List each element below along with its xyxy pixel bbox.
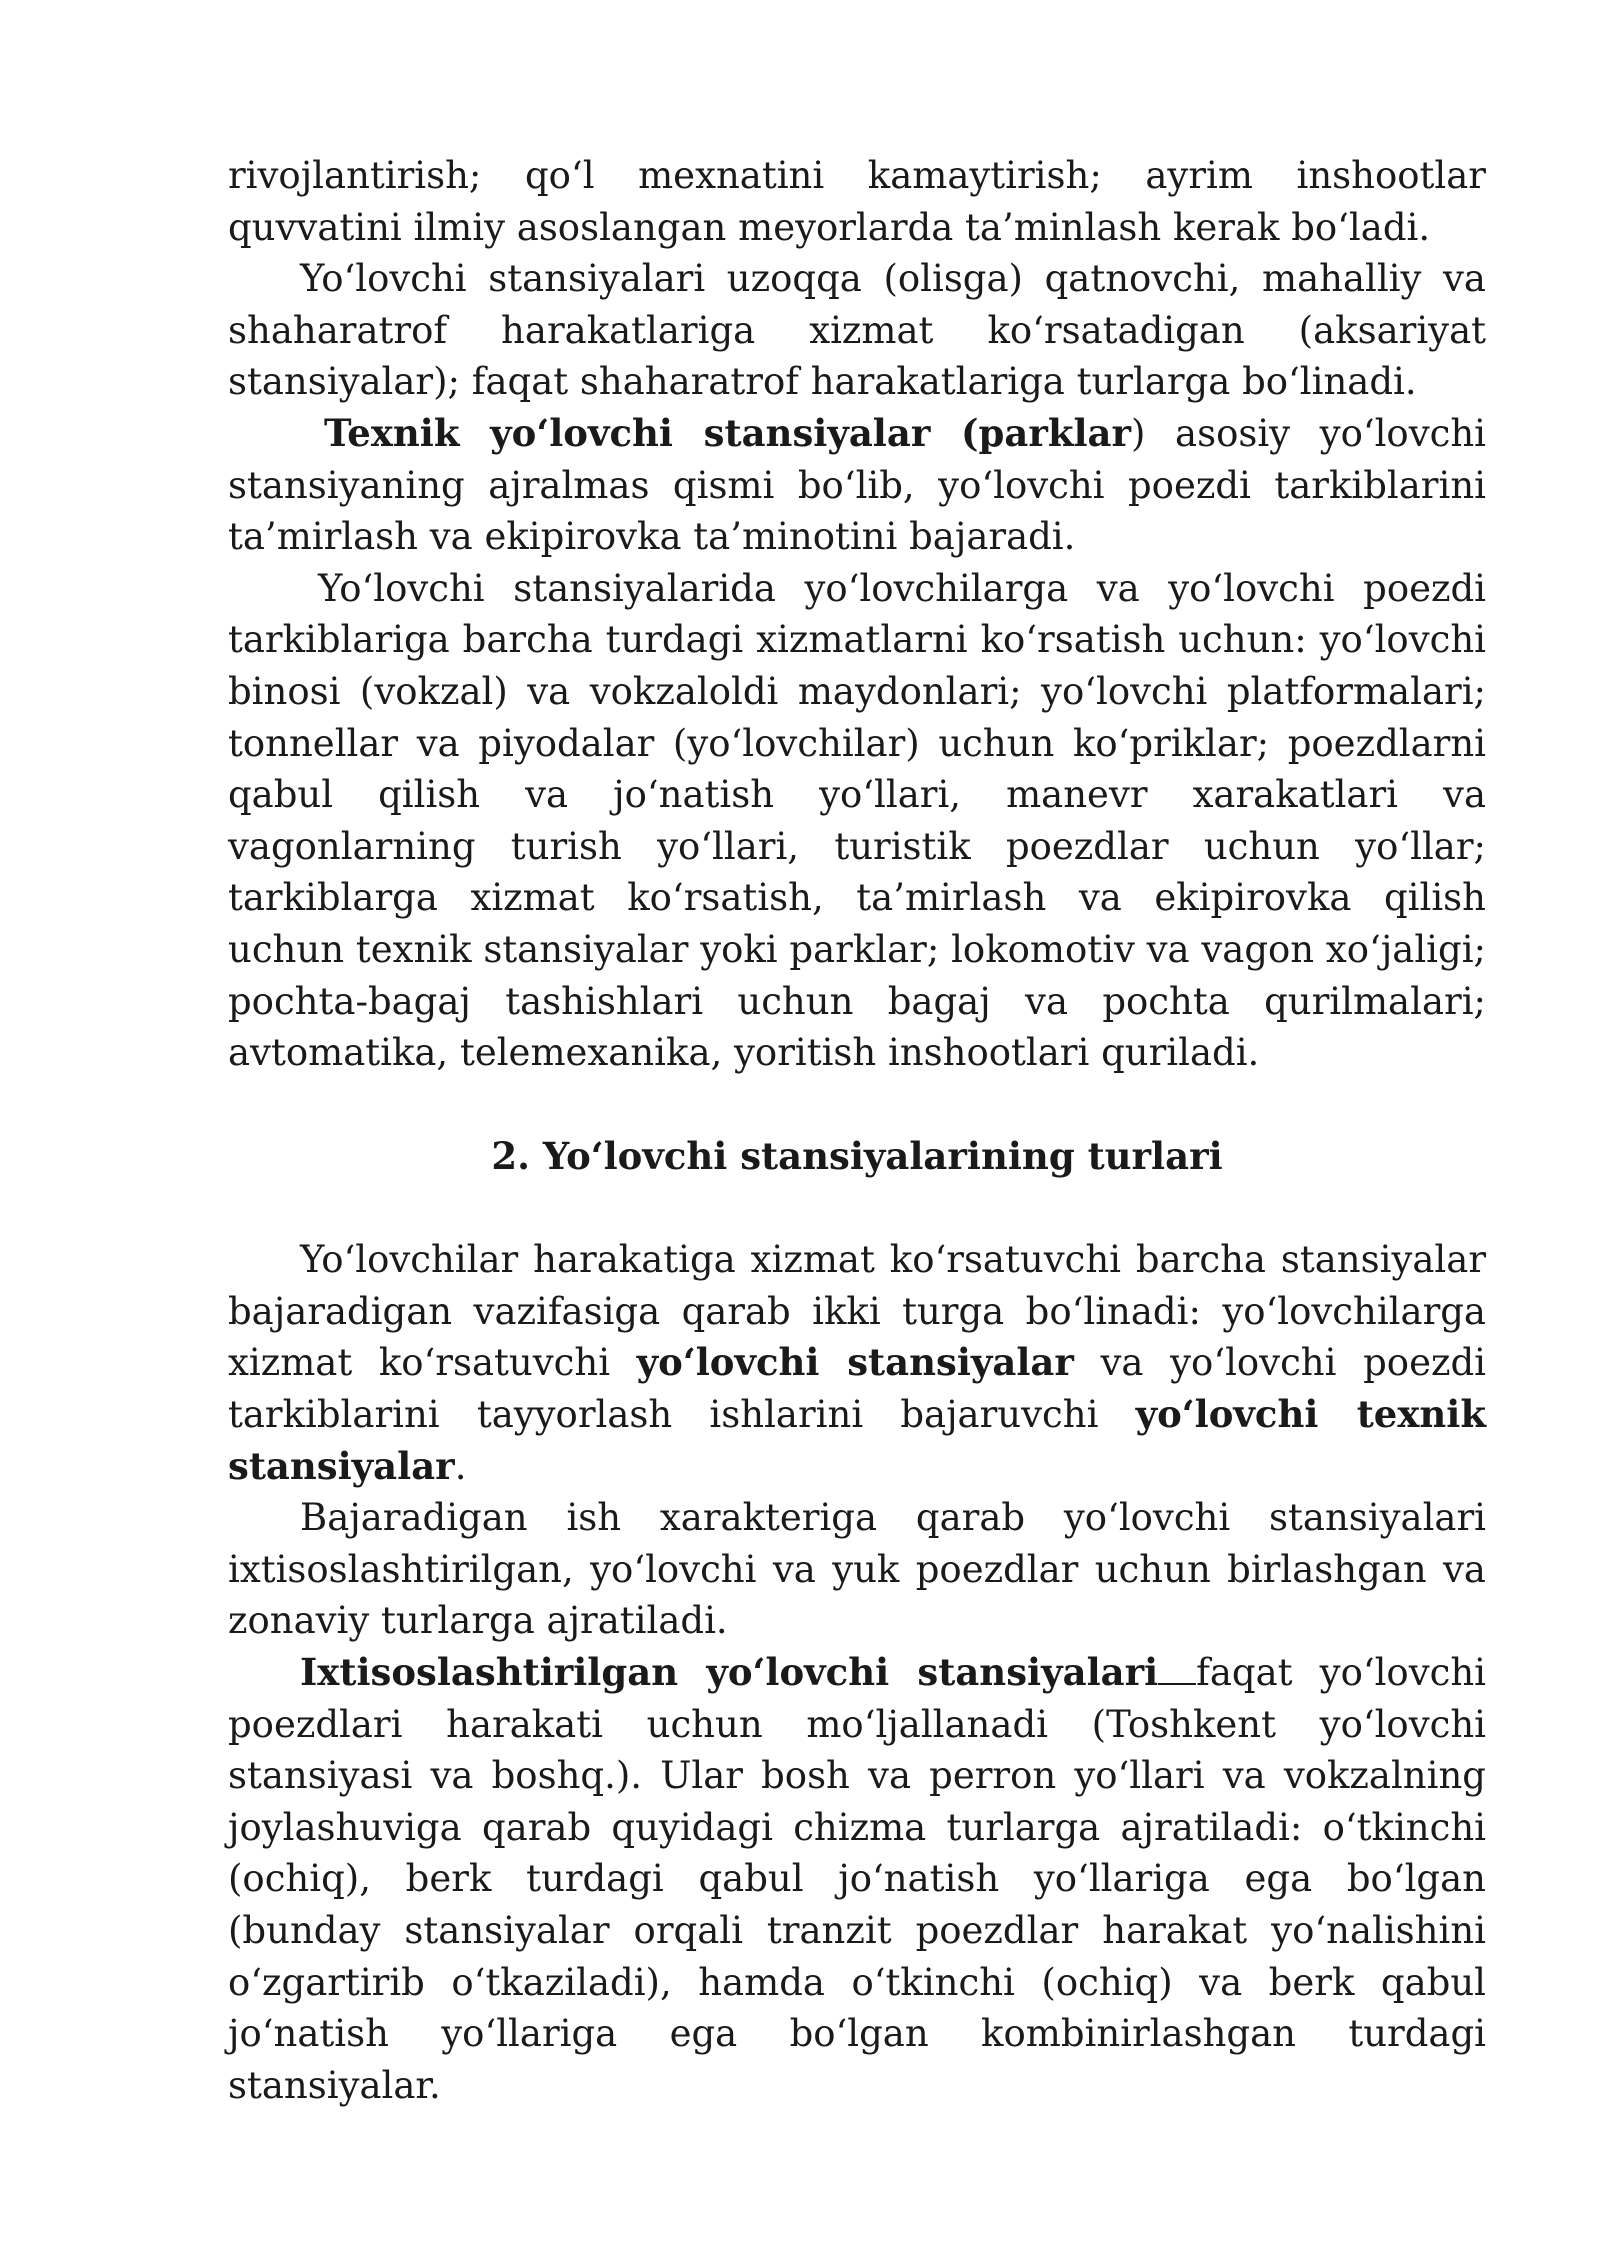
paragraph-4: Yo‘lovchi stansiyalarida yo‘lovchilarga va yo‘lovchi poezdi tarkiblariga barcha turdagi xizmatlarni ko‘rsatish uchun: yo‘lovchi binosi (vokzal) va vokzaloldi maydonlari; yo‘lovchi platformalari; tonnellar va piyodalar (yo‘lovchilar) uchun ko‘priklar; poezdlarni qabul qilish va jo‘natish yo‘llari, manevr xarakatlari va vagonlarning turish yo‘llari, turistik poezdlar uchun yo‘llar; tarkiblarga xizmat ko‘rsatish, ta’mirlash va ekipirovka qilish uchun texnik stansiyalar yoki parklar; lokomotiv va vagon xo‘jaligi; pochta-bagaj tashishlari uchun bagaj va pochta qurilmalari; avtomatika, telemexanika, yoritish inshootlari quriladi. — [228, 566, 1486, 1075]
paragraph-3-text: ) asosiy yo‘lovchi stansiyaning ajralmas qismi bo‘lib, yo‘lovchi poezdi tarkiblarini ta’mirlash va ekipirovka ta’minotini bajaradi. — [228, 411, 1486, 559]
blank-underline — [1158, 1649, 1196, 1685]
document-body — [228, 150, 1486, 2111]
paragraph-5 — [228, 1234, 1486, 1492]
paragraph-5-bold-2: yo‘lovchi texnik stansiyalar — [228, 1392, 1486, 1488]
paragraph-7 — [228, 1647, 1486, 2111]
paragraph-7-bold: Ixtisoslashtirilgan yo‘lovchi stansiyalari — [300, 1650, 1159, 1695]
paragraph-6: Bajaradigan ish xarakteriga qarab yo‘lovchi stansiyalari ixtisoslashtirilgan, yo‘lovchi va yuk poezdlar uchun birlashgan va zonaviy turlarga ajratiladi. — [228, 1496, 1486, 1643]
paragraph-3 — [228, 408, 1486, 563]
paragraph-5-text-c: va yo‘lovchi poezdi tarkiblarini tayyorlash ishlarini bajaruvchi — [228, 1341, 1486, 1437]
paragraph-3-bold: Texnik yo‘lovchi stansiyalar (parklar — [324, 410, 1132, 455]
section-heading: 2. Yo‘lovchi stansiyalarining turlari — [491, 1133, 1223, 1178]
paragraph-1: rivojlantirish; qo‘l mexnatini kamaytirish; ayrim inshootlar quvvatini ilmiy asoslangan meyorlarda ta’minlash kerak bo‘ladi. — [228, 154, 1486, 249]
paragraph-5-text-a: Yo‘lovchilar harakatiga xizmat ko‘rsatuvchi barcha stansiyalar bajaradigan vazifasiga qarab ikki turga bo‘linadi: yo‘lovchilarga xizmat ko‘rsatuvchi — [228, 1238, 1486, 1385]
paragraph-7-text: faqat yo‘lovchi poezdlari harakati uchun mo‘ljallanadi (Toshkent yo‘lovchi stansiyasi va boshq.). Ular bosh va perron yo‘llari va vokzalning joylashuviga qarab quyidagi chizma turlarga ajratiladi: o‘tkinchi (ochiq), berk turdagi qabul jo‘natish yo‘llariga ega bo‘lgan (bunday stansiyalar orqali tranzit poezdlar harakat yo‘nalishini o‘zgartirib o‘tkaziladi), hamda o‘tkinchi (ochiq) va berk qabul jo‘natish yo‘llariga ega bo‘lgan kombinirlashgan turdagi stansiyalar. — [228, 1651, 1487, 2107]
paragraph-5-text-d: . — [454, 1444, 467, 1488]
paragraph-5-bold-1: yo‘lovchi stansiyalar — [636, 1340, 1074, 1385]
paragraph-2: Yo‘lovchi stansiyalari uzoqqa (olisga) qatnovchi, mahalliy va shaharatrof harakatlariga xizmat ko‘rsatadigan (aksariyat stansiyalar); faqat shaharatrof harakatlariga turlarga bo‘linadi. — [228, 257, 1486, 404]
